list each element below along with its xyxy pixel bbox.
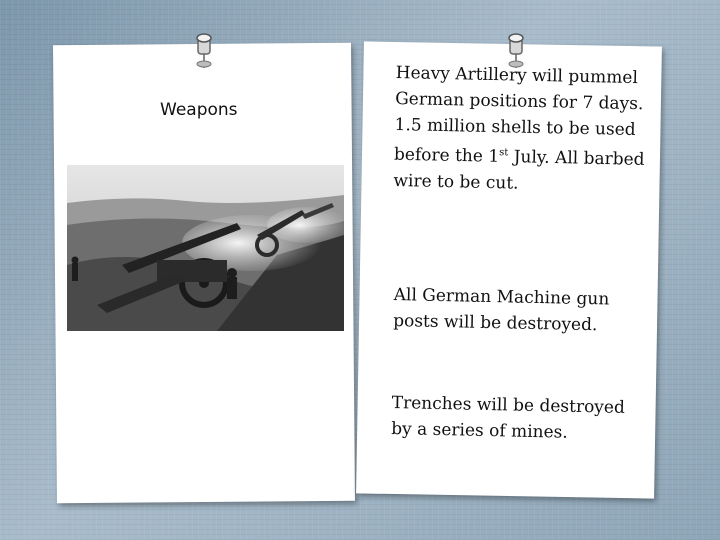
paragraph-artillery: Heavy Artillery will pummel German positions for 7 days. 1.5 million shells to be used before the 1st July. All barbed wire to be cut. — [393, 62, 645, 194]
slide-title: Weapons — [160, 100, 238, 120]
paragraph-machine-guns: All German Machine gun posts will be destroyed. — [392, 284, 610, 336]
pushpin-icon — [193, 30, 215, 70]
paragraph-mines: Trenches will be destroyed by a series of mines. — [390, 392, 626, 443]
artillery-photo — [67, 165, 344, 331]
